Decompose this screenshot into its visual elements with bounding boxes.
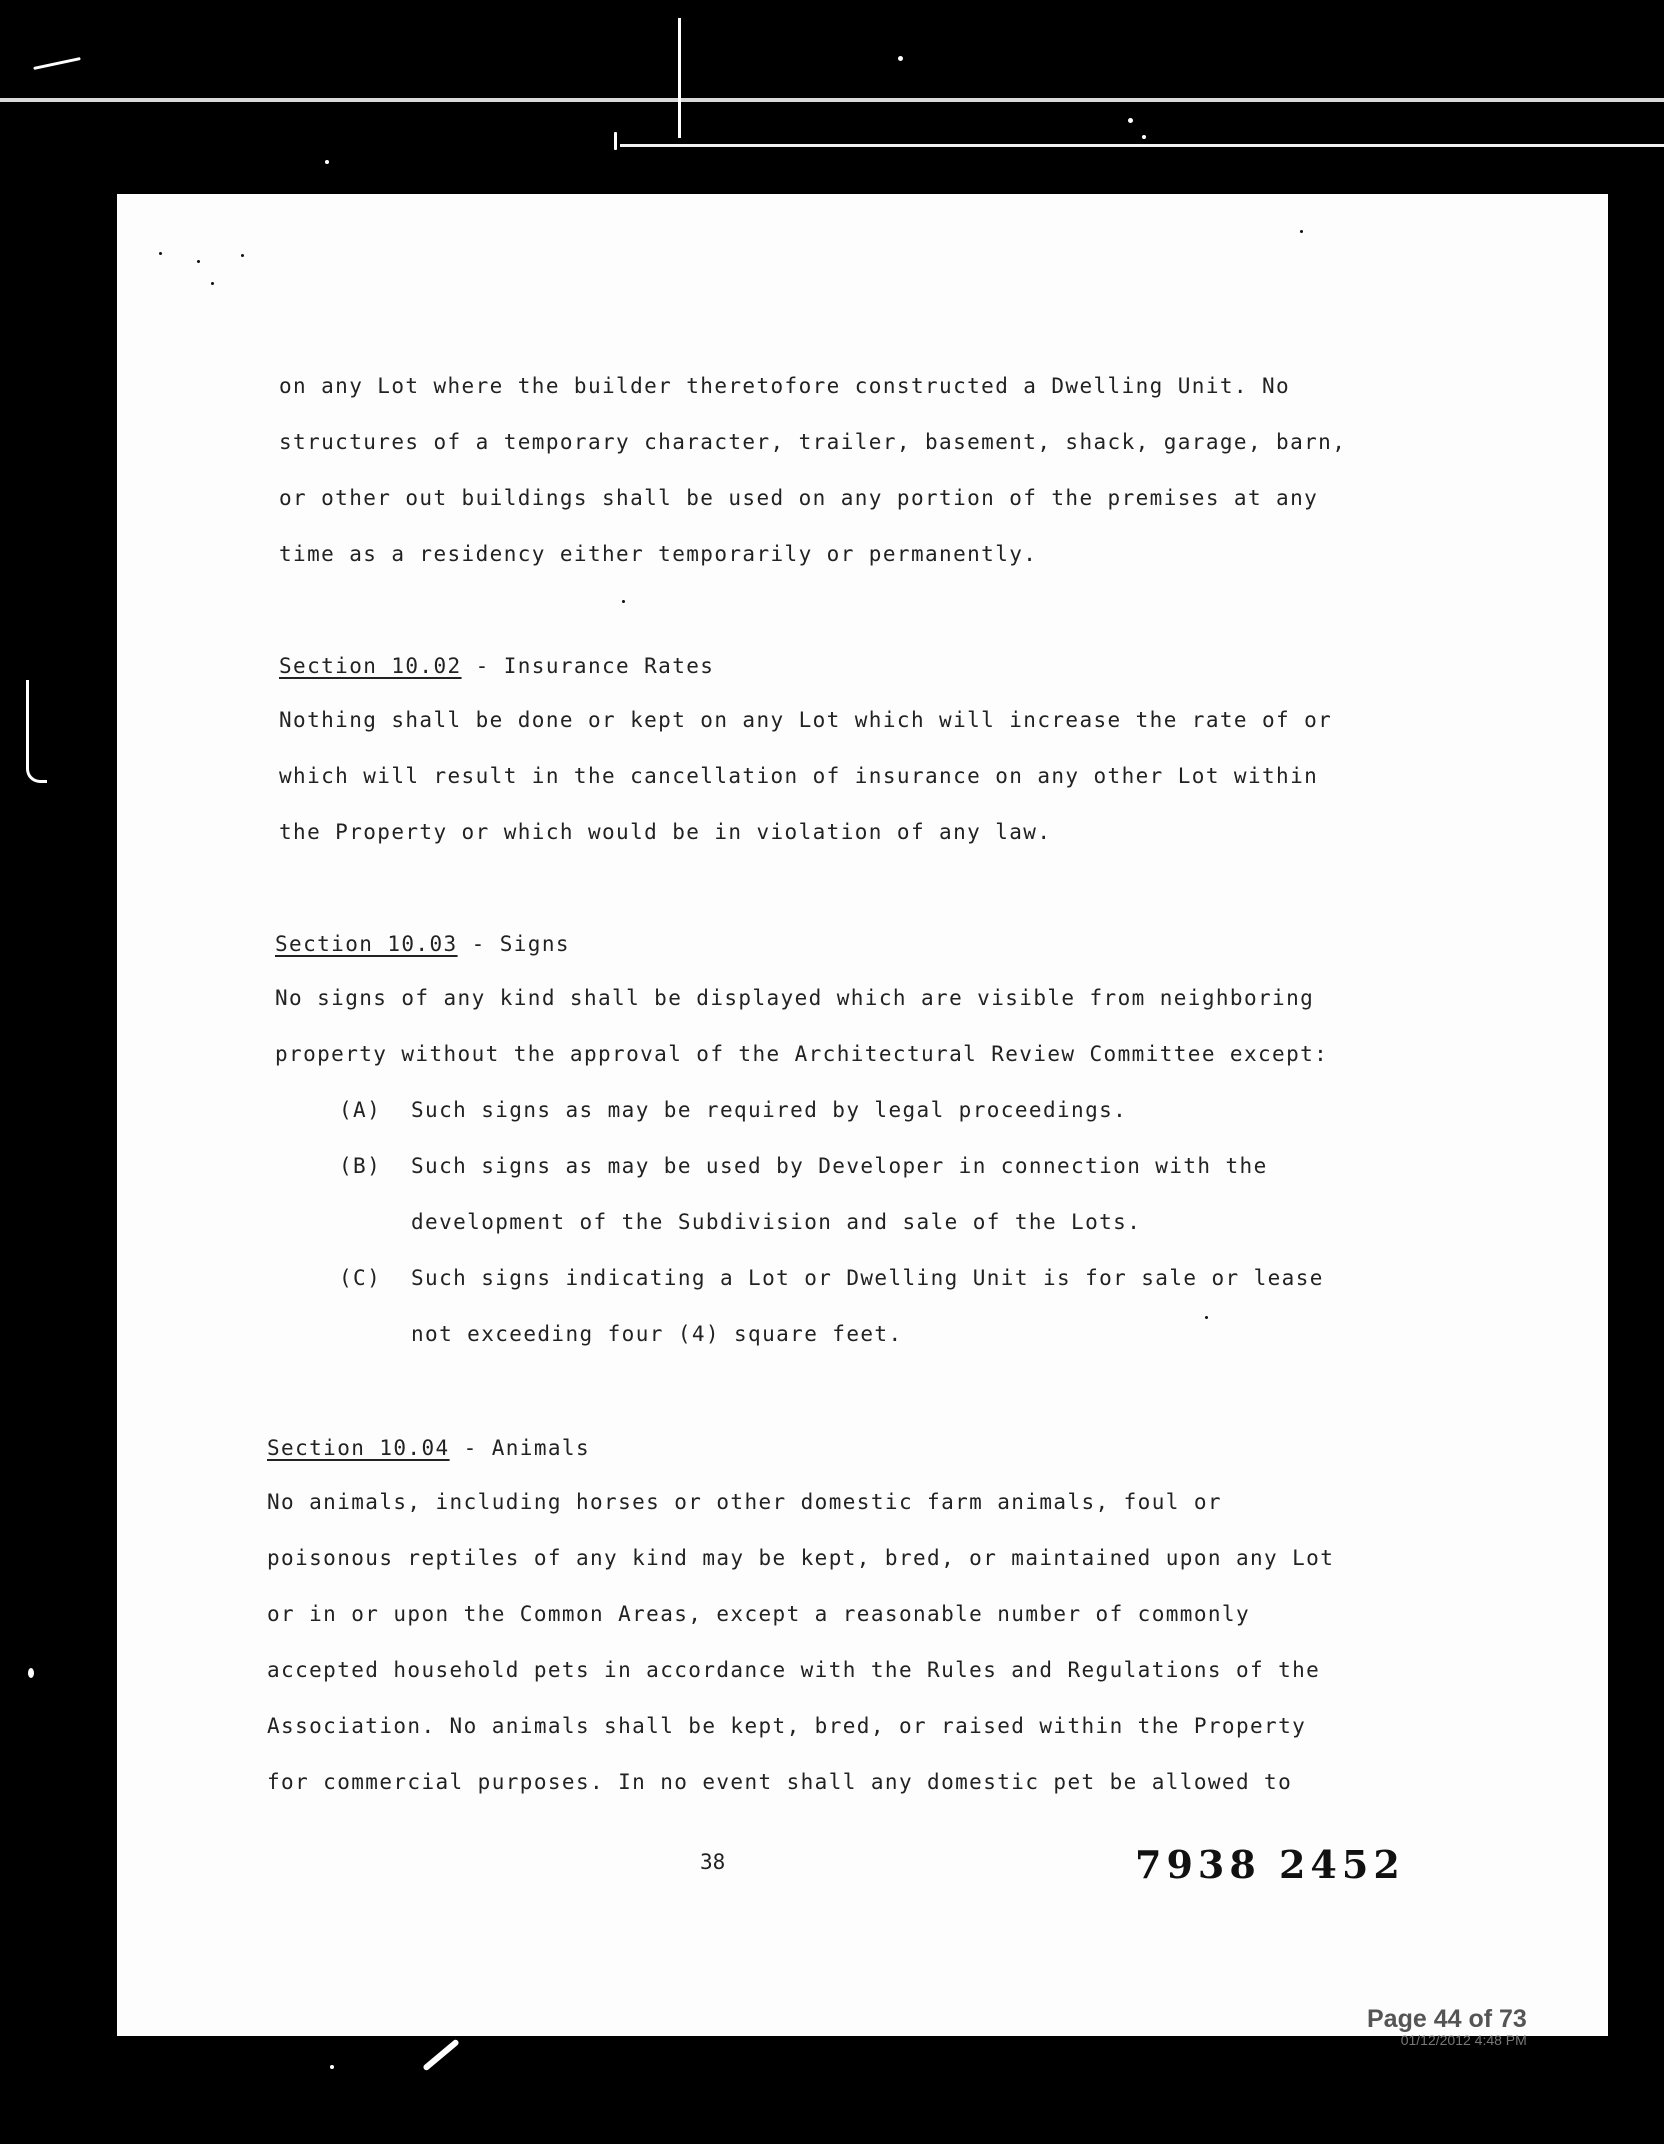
list-item-text: Such signs as may be required by legal proceedings. (411, 1098, 1128, 1122)
document-number: 7938 2452 (1135, 1842, 1405, 1887)
text-line: which will result in the cancellation of insurance on any other Lot within (279, 764, 1319, 788)
page-speck (211, 282, 214, 285)
text-line: Nothing shall be done or kept on any Lot which will increase the rate of or (279, 708, 1333, 732)
scan-speck (325, 160, 329, 164)
text-line: Association. No animals shall be kept, bred, or raised within the Property (267, 1714, 1307, 1738)
page-speck (1205, 1316, 1208, 1319)
page-speck (159, 252, 162, 255)
page-footer (1367, 2006, 1527, 2048)
page-number: 38 (700, 1850, 726, 1874)
text-line: property without the approval of the Architectural Review Committee except: (275, 1042, 1329, 1066)
scan-speck (330, 2065, 334, 2069)
list-item-marker: (A) (339, 1098, 382, 1122)
text-line: time as a residency either temporarily or permanently. (279, 542, 1038, 566)
page-speck (241, 254, 244, 257)
list-item-marker: (C) (339, 1266, 382, 1290)
text-line: accepted household pets in accordance with the Rules and Regulations of the (267, 1658, 1321, 1682)
page-speck (622, 600, 625, 603)
scan-speck (422, 2039, 460, 2072)
section-heading (267, 1436, 590, 1460)
text-line: structures of a temporary character, trailer, basement, shack, garage, barn, (279, 430, 1347, 454)
list-item-text: Such signs as may be used by Developer in connection with the (411, 1154, 1268, 1178)
section-number: Section 10.02 (279, 654, 462, 678)
document-page (117, 194, 1608, 2036)
scan-line (678, 18, 681, 138)
scan-speck (1142, 135, 1146, 139)
section-title: - Insurance Rates (461, 654, 715, 678)
scan-speck (614, 132, 617, 150)
list-item-text: development of the Subdivision and sale of the Lots. (411, 1210, 1142, 1234)
list-item-text: Such signs indicating a Lot or Dwelling Unit is for sale or lease (411, 1266, 1324, 1290)
scan-speck (898, 56, 903, 61)
scan-speck (1128, 118, 1133, 123)
scan-border-top (0, 0, 1664, 190)
page-speck (1300, 230, 1303, 233)
page-speck (197, 260, 200, 263)
list-item-text: not exceeding four (4) square feet. (411, 1322, 903, 1346)
print-timestamp: 01/12/2012 4:48 PM (1400, 2032, 1527, 2048)
section-heading (275, 932, 570, 956)
scan-rule (0, 98, 1664, 102)
text-line: on any Lot where the builder theretofore constructed a Dwelling Unit. No (279, 374, 1291, 398)
text-line: or in or upon the Common Areas, except a reasonable number of commonly (267, 1602, 1251, 1626)
text-line: or other out buildings shall be used on any portion of the premises at any (279, 486, 1319, 510)
scan-rule (620, 144, 1664, 147)
section-title: - Signs (457, 932, 570, 956)
section-number: Section 10.03 (275, 932, 458, 956)
section-title: - Animals (449, 1436, 590, 1460)
text-line: poisonous reptiles of any kind may be kept, bred, or maintained upon any Lot (267, 1546, 1335, 1570)
section-number: Section 10.04 (267, 1436, 450, 1460)
scan-speck (33, 57, 81, 70)
text-line: No animals, including horses or other domestic farm animals, foul or (267, 1490, 1222, 1514)
section-heading (279, 654, 714, 678)
text-line: for commercial purposes. In no event shall any domestic pet be allowed to (267, 1770, 1293, 1794)
list-item-marker: (B) (339, 1154, 382, 1178)
scan-mark (26, 680, 47, 783)
text-line: No signs of any kind shall be displayed which are visible from neighboring (275, 986, 1315, 1010)
scan-speck (28, 1668, 34, 1678)
page-count-label: Page 44 of 73 (1367, 2005, 1527, 2033)
text-line: the Property or which would be in violation of any law. (279, 820, 1052, 844)
